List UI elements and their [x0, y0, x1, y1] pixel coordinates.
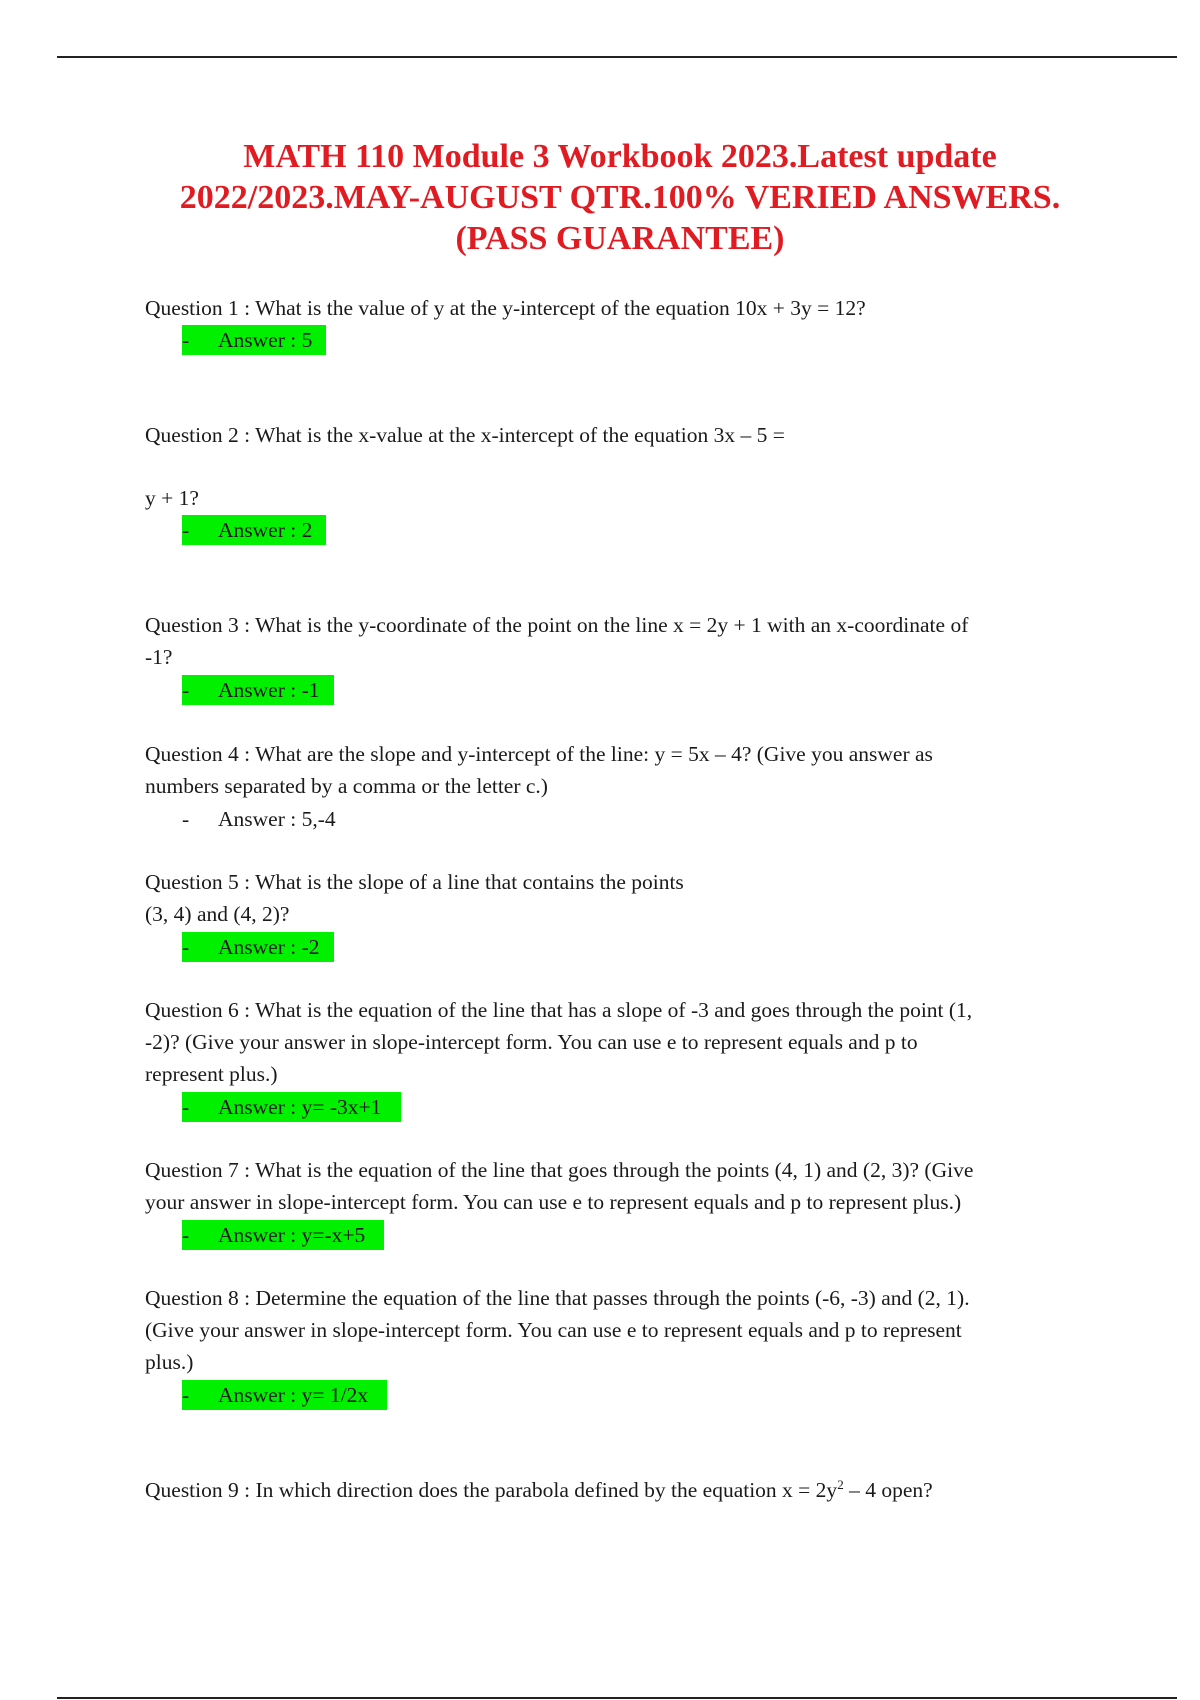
answer-dash: -: [182, 1223, 190, 1247]
question-text: represent plus.): [145, 1062, 278, 1086]
answer-dash: -: [182, 935, 190, 959]
question-text: plus.): [145, 1350, 194, 1374]
question-text: y + 1?: [145, 486, 199, 510]
answer-dash: -: [182, 807, 190, 831]
question-text: (Give your answer in slope-intercept form. You can use e to represent equals and p to represent: [145, 1318, 962, 1342]
answer-text: Answer : y= -3x+1: [218, 1095, 382, 1119]
question-text: (3, 4) and (4, 2)?: [145, 902, 290, 926]
question-9: [145, 1474, 1095, 1506]
question-text: numbers separated by a comma or the letter c.): [145, 774, 548, 798]
answer-6: [182, 1092, 401, 1122]
question-2-continued: [145, 482, 1095, 514]
answer-7: [182, 1220, 384, 1250]
answer-text: Answer : -2: [218, 935, 320, 959]
question-text: [145, 1474, 1095, 1506]
question-2: [145, 419, 1095, 451]
top-rule: [57, 56, 1177, 58]
answer-1: [182, 325, 326, 355]
question-6: [145, 994, 1095, 1090]
question-4: [145, 738, 1095, 802]
superscript: 2: [837, 1476, 844, 1492]
question-3: [145, 609, 1095, 673]
question-text: Question 4 : What are the slope and y-intercept of the line: y = 5x – 4? (Give you answer as: [145, 742, 933, 766]
title-line-3: (PASS GUARANTEE): [455, 220, 785, 257]
answer-4: [182, 804, 336, 834]
answer-text: Answer : 5,-4: [218, 807, 336, 831]
question-5: [145, 866, 1095, 930]
question-text: Question 3 : What is the y-coordinate of the point on the line x = 2y + 1 with an x-coordinate of: [145, 613, 969, 637]
question-text: -2)? (Give your answer in slope-intercept form. You can use e to represent equals and p to: [145, 1030, 918, 1054]
answer-text: Answer : 2: [218, 518, 313, 542]
question-text: -1?: [145, 645, 173, 669]
question-8: [145, 1282, 1095, 1378]
answer-2: [182, 515, 326, 545]
question-text: Question 6 : What is the equation of the line that has a slope of -3 and goes through the point (1,: [145, 998, 973, 1022]
title-line-1: MATH 110 Module 3 Workbook 2023.Latest update: [243, 138, 997, 175]
title-line-2: 2022/2023.MAY-AUGUST QTR.100% VERIED ANSWERS.: [179, 179, 1061, 216]
answer-dash: -: [182, 1383, 190, 1407]
answer-dash: -: [182, 328, 190, 352]
question-1: [145, 292, 1095, 324]
answer-text: Answer : y=-x+5: [218, 1223, 366, 1247]
answer-text: Answer : y= 1/2x: [218, 1383, 369, 1407]
answer-3: [182, 675, 334, 705]
answer-5: [182, 932, 334, 962]
answer-8: [182, 1380, 387, 1410]
answer-dash: -: [182, 518, 190, 542]
question-text: Question 2 : What is the x-value at the x-intercept of the equation 3x – 5 =: [145, 423, 785, 447]
question-text-suffix: – 4 open?: [843, 1478, 933, 1502]
answer-dash: -: [182, 1095, 190, 1119]
answer-text: Answer : 5: [218, 328, 313, 352]
question-text-prefix: Question 9 : In which direction does the parabola defined by the equation x = 2y: [145, 1478, 838, 1502]
question-text: Question 8 : Determine the equation of the line that passes through the points (-6, -3) and (2, 1).: [145, 1286, 970, 1310]
bottom-rule: [57, 1697, 1177, 1699]
question-text: Question 7 : What is the equation of the line that goes through the points (4, 1) and (2, 3)? (Give: [145, 1158, 974, 1182]
document-title: [100, 136, 1140, 259]
answer-dash: -: [182, 678, 190, 702]
question-text: Question 5 : What is the slope of a line that contains the points: [145, 870, 684, 894]
question-text: your answer in slope-intercept form. You can use e to represent equals and p to represent plus.): [145, 1190, 962, 1214]
question-7: [145, 1154, 1095, 1218]
answer-text: Answer : -1: [218, 678, 320, 702]
question-text: Question 1 : What is the value of y at the y-intercept of the equation 10x + 3y = 12?: [145, 296, 866, 320]
